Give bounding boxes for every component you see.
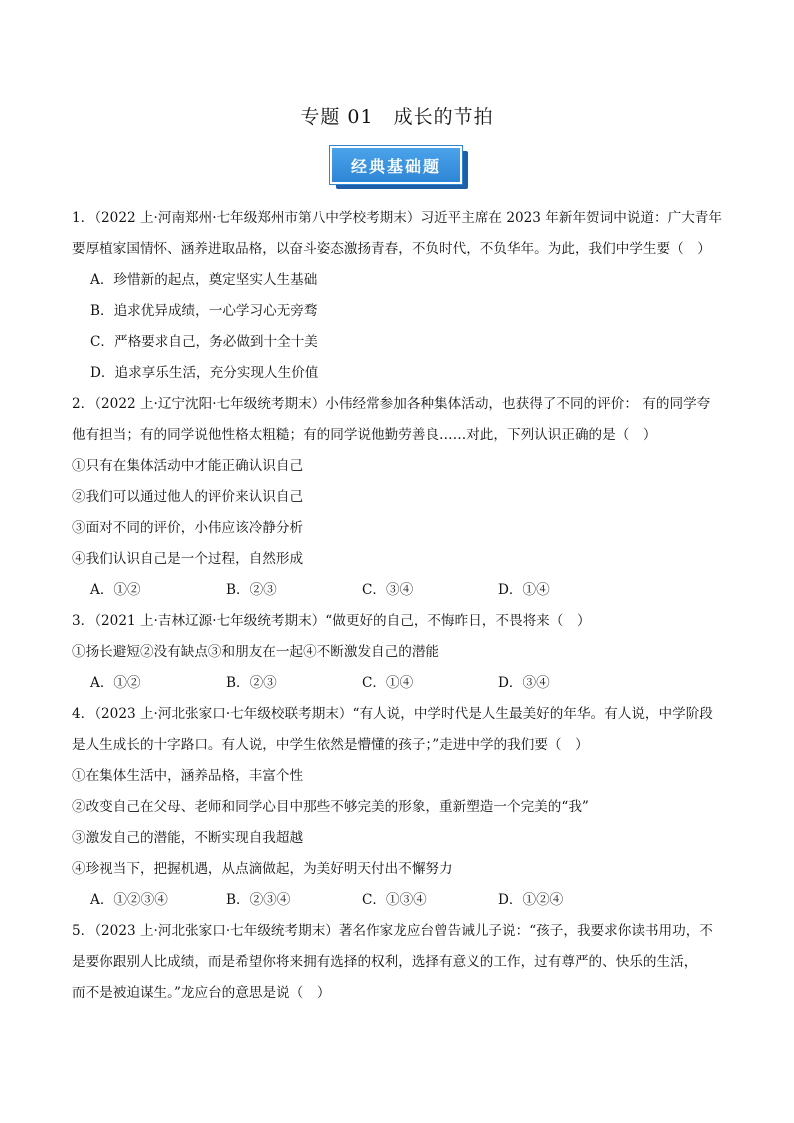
question-list	[72, 203, 728, 1009]
question-2	[72, 389, 728, 606]
statement-item: ③激发自己的潜能，不断实现自我超越	[72, 830, 304, 846]
choice-a: A．①②	[90, 675, 141, 691]
question-4	[72, 699, 728, 916]
choice-a: A．①②	[90, 582, 141, 598]
choice-d: D．③④	[498, 675, 550, 691]
option-b: B．追求优异成绩，一心学习心无旁骛	[90, 303, 318, 319]
statement-item: ②我们可以通过他人的评价来认识自己	[72, 489, 304, 505]
question-5	[72, 916, 728, 1009]
choice-row	[72, 668, 728, 699]
choice-c: C．①③④	[362, 892, 427, 908]
option-d: D．追求享乐生活，充分实现人生价值	[90, 365, 319, 381]
question-1	[72, 203, 728, 389]
statement-item: ④我们认识自己是一个过程，自然形成	[72, 551, 304, 567]
badge-label: 经典基础题	[330, 146, 462, 184]
question-stem: 1．（2022 上·河南郑州·七年级郑州市第八中学校考期末）习近平主席在 2023 年新年贺词中说道：广大青年	[72, 210, 722, 226]
choice-row	[72, 885, 728, 916]
page-title: 专题 01 成长的节拍	[300, 106, 494, 128]
statement-item: ①在集体生活中，涵养品格，丰富个性	[72, 768, 304, 784]
statement-item: ③面对不同的评价，小伟应该冷静分析	[72, 520, 304, 536]
statement-item: ④珍视当下，把握机遇，从点滴做起，为美好明天付出不懈努力	[72, 861, 453, 877]
question-stem: 4．（2023 上·河北张家口·七年级校联考期末）“有人说，中学时代是人生最美好的年华。有人说，中学阶段	[72, 706, 713, 722]
choice-b: B．②③	[226, 582, 277, 598]
question-stem: 他有担当；有的同学说他性格太粗糙；有的同学说他勤劳善良……对此，下列认识正确的是（ ）	[72, 427, 657, 443]
choice-d: D．①④	[498, 582, 550, 598]
statement-item: ①扬长避短②没有缺点③和朋友在一起④不断激发自己的潜能	[72, 644, 440, 660]
question-3	[72, 606, 728, 699]
question-stem: 是要你跟别人比成绩，而是希望你将来拥有选择的权利，选择有意义的工作，过有尊严的、快乐的生活，	[72, 954, 698, 970]
option-a: A．珍惜新的起点，奠定坚实人生基础	[90, 272, 318, 288]
section-badge	[330, 146, 472, 190]
choice-c: C．③④	[362, 582, 414, 598]
statement-item: ②改变自己在父母、老师和同学心目中那些不够完美的形象，重新塑造一个完美的“我”	[72, 799, 589, 815]
choice-d: D．①②④	[498, 892, 564, 908]
option-c: C．严格要求自己，务必做到十全十美	[90, 334, 318, 350]
question-stem: 是人生成长的十字路口。有人说，中学生依然是懵懂的孩子；”走进中学的我们要（ ）	[72, 737, 589, 753]
question-stem: 而不是被迫谋生。”龙应台的意思是说（ ）	[72, 985, 331, 1001]
choice-c: C．①④	[362, 675, 414, 691]
statement-item: ①只有在集体活动中才能正确认识自己	[72, 458, 304, 474]
question-stem: 要厚植家国情怀、涵养进取品格，以奋斗姿态激扬青春，不负时代，不负华年。为此，我们中学生要（ ）	[72, 241, 711, 257]
choice-b: B．②③	[226, 675, 277, 691]
question-stem: 5．（2023 上·河北张家口·七年级统考期末）著名作家龙应台曾告诫儿子说：“孩子，我要求你读书用功，不	[72, 923, 713, 939]
choice-a: A．①②③④	[90, 892, 168, 908]
choice-b: B．②③④	[226, 892, 291, 908]
question-stem: 3．（2021 上·吉林辽源·七年级统考期末）“做更好的自己，不悔昨日，不畏将来（ ）	[72, 613, 591, 629]
question-stem: 2．（2022 上·辽宁沈阳·七年级统考期末）小伟经常参加各种集体活动，也获得了不同的评价： 有的同学夸	[72, 396, 711, 412]
choice-row	[72, 575, 728, 606]
